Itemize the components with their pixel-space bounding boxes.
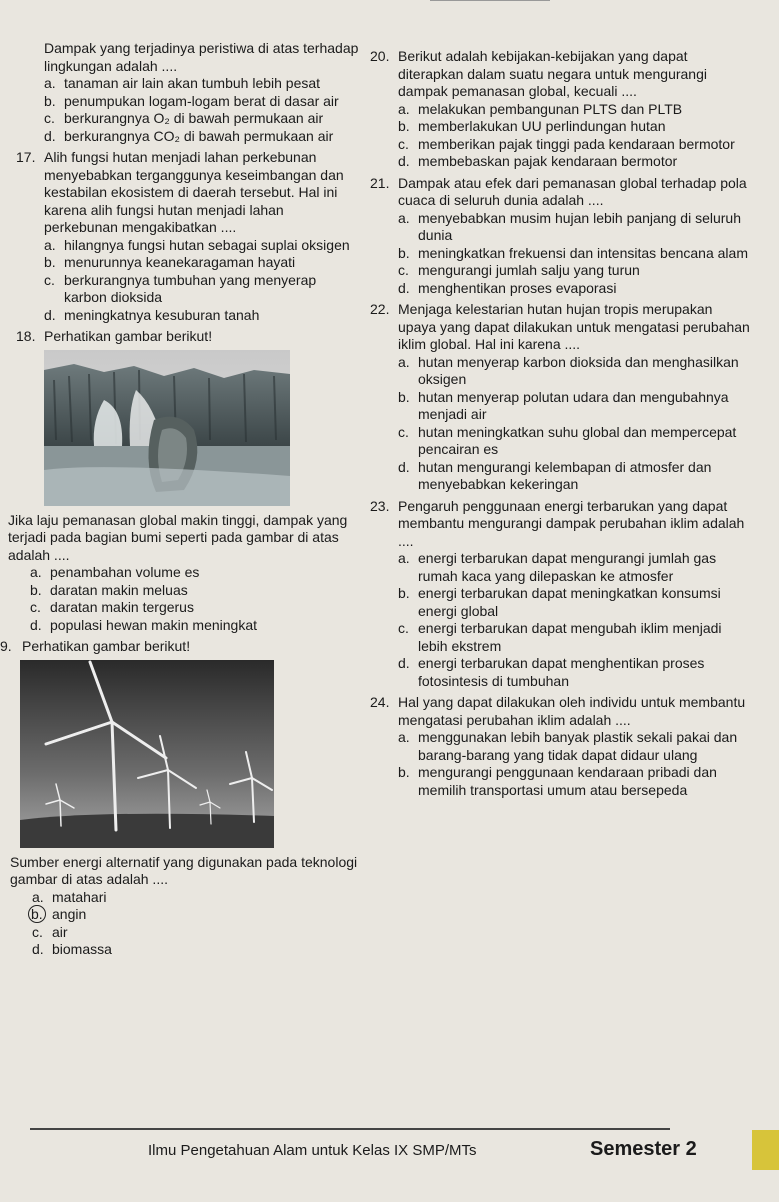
option-text: angin	[52, 906, 87, 922]
question-text: Dampak yang terjadinya peristiwa di atas terhadap lingkungan adalah ....	[44, 40, 359, 74]
option-letter: d.	[398, 655, 410, 671]
option-a	[10, 889, 360, 907]
option-a	[44, 237, 360, 255]
option-letter: d.	[398, 279, 410, 296]
option-text: menurunnya keanekaragaman hayati	[64, 254, 296, 270]
option-text: tanaman air lain akan tumbuh lebih pesat	[64, 75, 321, 91]
question-17	[8, 149, 360, 324]
option-c	[8, 599, 360, 617]
option-d	[44, 128, 360, 146]
question-16-continuation	[8, 40, 360, 145]
option-text: hutan meningkatkan suhu global dan mempercepat pencairan es	[418, 423, 737, 457]
question-number: 18.	[16, 328, 36, 344]
question-text: Menjaga kelestarian hutan hujan tropis merupakan upaya yang dapat dilakukan untuk mengatasi perubahan iklim global. Hal ini karena ....	[398, 301, 750, 352]
option-a	[398, 550, 750, 585]
option-letter: a.	[398, 209, 410, 226]
left-column	[0, 40, 360, 963]
option-letter: c.	[32, 923, 43, 940]
option-text: hutan menyerap karbon dioksida dan menghasilkan oksigen	[418, 353, 739, 387]
option-text: hilangnya fungsi hutan sebagai suplai oksigen	[64, 236, 350, 253]
footer-rule	[30, 1128, 670, 1130]
option-letter: c.	[44, 110, 55, 126]
option-text: daratan makin meluas	[50, 581, 188, 598]
glacier-photo	[44, 350, 290, 506]
option-letter: a.	[44, 75, 56, 91]
option-letter: d.	[398, 153, 410, 169]
question-20	[370, 48, 750, 171]
wind-turbines-photo	[20, 660, 274, 848]
option-text: berkurangnya O₂ di bawah permukaan air	[64, 110, 324, 126]
option-letter: c.	[44, 271, 55, 288]
option-letter: b.	[398, 764, 410, 780]
option-letter: a.	[32, 888, 44, 905]
option-letter: b.	[44, 92, 56, 109]
option-letter: d.	[30, 616, 42, 633]
question-text: Berikut adalah kebijakan-kebijakan yang dapat diterapkan dalam suatu negara untuk mengurangi dampak pemanasan global, kecuali ....	[398, 48, 707, 99]
question-number: 23.	[370, 497, 390, 514]
option-text: menghentikan proses evaporasi	[418, 279, 617, 296]
page-corner-badge	[752, 1130, 779, 1170]
question-number: 17.	[16, 149, 36, 165]
option-letter: c.	[398, 135, 409, 152]
question-text: Perhatikan gambar berikut!	[22, 638, 191, 654]
option-letter: a.	[398, 729, 410, 745]
option-c	[10, 924, 360, 942]
option-text: energi terbarukan dapat meningkatkan konsumsi energi global	[418, 585, 721, 619]
question-number: 20.	[370, 48, 390, 64]
option-d	[8, 617, 360, 635]
option-text: memberikan pajak tinggi pada kendaraan bermotor	[418, 135, 735, 152]
option-letter: a.	[30, 564, 42, 580]
option-letter: d.	[44, 306, 56, 323]
option-a	[398, 729, 750, 764]
option-b	[8, 582, 360, 600]
question-number: 24.	[370, 694, 390, 710]
option-b	[398, 118, 750, 136]
option-text: matahari	[52, 888, 107, 905]
option-text: menggunakan lebih banyak plastik sekali pakai dan barang-barang yang tidak dapat didaur ulang	[418, 729, 738, 763]
question-18	[8, 328, 360, 634]
wind-turbines-illustration	[20, 660, 274, 848]
option-letter: a.	[398, 353, 410, 370]
option-letter: c.	[398, 423, 409, 440]
option-letter: c.	[398, 620, 409, 636]
option-letter: b.	[398, 585, 410, 601]
option-text: populasi hewan makin meningkat	[50, 616, 258, 633]
option-text: hutan menyerap polutan udara dan mengubahnya menjadi air	[418, 388, 729, 422]
option-b	[398, 585, 750, 620]
option-b	[44, 254, 360, 272]
option-text: daratan makin tergerus	[50, 599, 194, 615]
option-text: biomassa	[52, 941, 112, 957]
option-text: energi terbarukan dapat menghentikan proses fotosintesis di tumbuhan	[418, 655, 705, 689]
option-c	[398, 262, 750, 280]
option-b	[398, 389, 750, 424]
option-letter: b.	[44, 254, 56, 270]
option-a	[398, 210, 750, 245]
option-text: energi terbarukan dapat mengurangi jumlah gas rumah kaca yang dilepaskan ke atmosfer	[418, 550, 717, 584]
option-c	[398, 620, 750, 655]
option-text: memberlakukan UU perlindungan hutan	[418, 118, 666, 134]
option-text: energi terbarukan dapat mengubah iklim menjadi lebih ekstrem	[418, 620, 722, 654]
question-22	[370, 301, 750, 494]
question-23	[370, 498, 750, 691]
question-text: Sumber energi alternatif yang digunakan pada teknologi gambar di atas adalah ....	[10, 853, 358, 887]
question-text: Hal yang dapat dilakukan oleh individu untuk membantu mengatasi perubahan iklim adalah ....	[398, 694, 746, 728]
option-b-selected	[10, 906, 360, 924]
option-a	[44, 75, 360, 93]
option-letter-circled	[32, 906, 52, 924]
option-d	[398, 459, 750, 494]
question-number: 22.	[370, 301, 390, 317]
question-text: Jika laju pemanasan global makin tinggi, dampak yang terjadi pada bagian bumi seperti pada gambar di atas adalah ....	[8, 511, 348, 563]
option-text: mengurangi jumlah salju yang turun	[418, 262, 640, 278]
option-d	[44, 307, 360, 325]
option-letter: b.	[398, 118, 410, 134]
option-c	[398, 424, 750, 459]
option-c	[44, 272, 360, 307]
option-letter: d.	[32, 941, 44, 957]
right-column	[370, 48, 750, 803]
option-text: menyebabkan musim hujan lebih panjang di seluruh dunia	[418, 209, 741, 243]
option-letter: a.	[398, 100, 410, 117]
option-b	[398, 245, 750, 263]
option-d	[398, 280, 750, 298]
option-a	[8, 564, 360, 582]
page-footer	[30, 1128, 730, 1168]
option-text: meningkatkan frekuensi dan intensitas bencana alam	[418, 244, 748, 261]
option-d	[10, 941, 360, 959]
question-text: Alih fungsi hutan menjadi lahan perkebunan menyebabkan terganggunya keseimbangan dan kestabilan ekosistem di daerah tersebut. Hal ini karena alih fungsi hutan menjadi lahan perkebunan mengakibatkan ....	[44, 149, 344, 235]
option-letter: a.	[398, 550, 410, 566]
option-a	[398, 101, 750, 119]
option-letter: d.	[44, 127, 56, 144]
option-text: mengurangi penggunaan kendaraan pribadi dan memilih transportasi umum atau bersepeda	[418, 764, 717, 798]
option-d	[398, 655, 750, 690]
option-text: meningkatnya kesuburan tanah	[64, 306, 260, 323]
option-letter: c.	[398, 262, 409, 278]
option-text: membebaskan pajak kendaraan bermotor	[418, 153, 678, 169]
question-21	[370, 175, 750, 298]
option-text: penumpukan logam-logam berat di dasar air	[64, 92, 339, 109]
question-number: 21.	[370, 174, 390, 191]
option-b	[44, 93, 360, 111]
question-text: Perhatikan gambar berikut!	[44, 328, 213, 344]
question-number: 9.	[0, 638, 12, 654]
option-letter: b.	[30, 581, 42, 598]
option-c	[44, 110, 360, 128]
option-text: melakukan pembangunan PLTS dan PLTB	[418, 100, 683, 117]
option-d	[398, 153, 750, 171]
option-letter: c.	[30, 599, 41, 615]
option-letter: a.	[44, 236, 56, 253]
question-text: Pengaruh penggunaan energi terbarukan yang dapat membantu mengurangi dampak perubahan iklim adalah ....	[398, 497, 745, 549]
question-text: Dampak atau efek dari pemanasan global terhadap pola cuaca di seluruh dunia adalah ....	[398, 174, 747, 208]
glacier-illustration	[44, 350, 290, 506]
semester-label: Semester 2	[590, 1138, 697, 1160]
option-letter: b.	[398, 244, 410, 261]
option-letter: d.	[398, 458, 410, 475]
option-text: penambahan volume es	[50, 564, 200, 580]
answer-circle-mark: b.	[28, 905, 46, 923]
option-letter: b.	[398, 388, 410, 405]
option-b	[398, 764, 750, 799]
subject-title: Ilmu Pengetahuan Alam untuk Kelas IX SMP/MTs	[148, 1142, 477, 1159]
question-19	[0, 638, 360, 959]
option-c	[398, 136, 750, 154]
option-a	[398, 354, 750, 389]
page-edge-mark	[430, 0, 550, 7]
option-text: air	[52, 923, 68, 940]
question-24	[370, 694, 750, 799]
option-text: hutan mengurangi kelembapan di atmosfer dan menyebabkan kekeringan	[418, 458, 712, 492]
option-text: berkurangnya CO₂ di bawah permukaan air	[64, 127, 334, 144]
option-text: berkurangnya tumbuhan yang menyerap karbon dioksida	[64, 271, 317, 305]
